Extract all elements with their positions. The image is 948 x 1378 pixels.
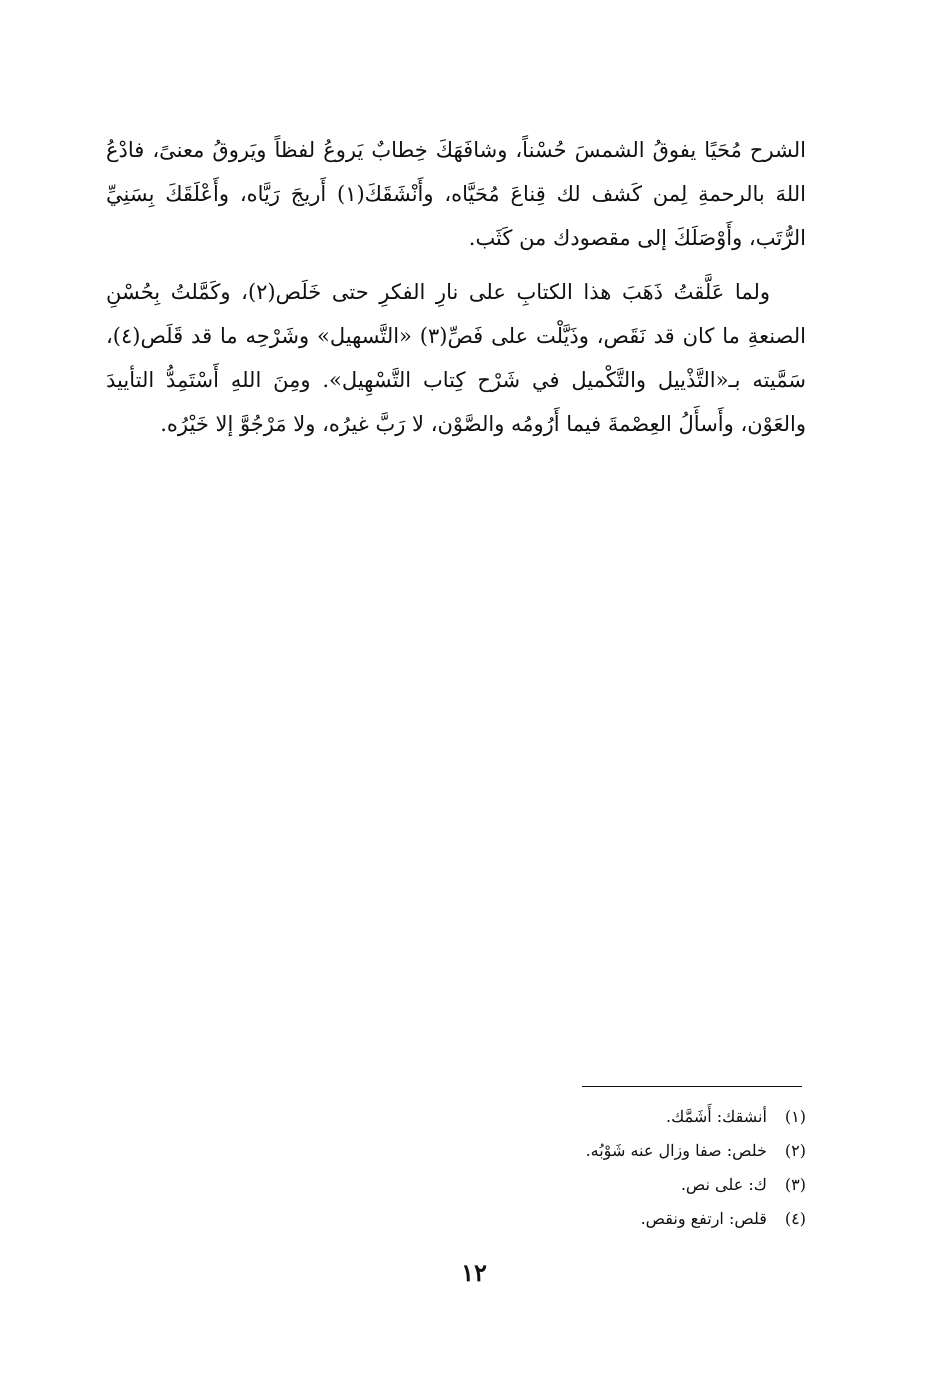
footnotes-list	[386, 1100, 806, 1236]
footnote-text: أنشقك: أَشَمَّك.	[666, 1107, 767, 1126]
footnote-text: قلص: ارتفع ونقص.	[640, 1209, 767, 1228]
footnote-separator	[582, 1086, 802, 1087]
footnote-text: ك: على نص.	[680, 1175, 767, 1194]
footnote-3	[386, 1168, 806, 1202]
paragraph-2: ولما عَلَّقتُ ذَهَبَ هذا الكتابِ على نارِ الفكرِ حتى خَلَص(٢)، وكَمَّلتُ بِحُسْنِ الصنعةِ ما كان قد نَقَص، وذَيَّلْت على فَصِّ(٣) «التَّسهيل» وشَرْحِه ما قد قَلَص(٤)، سَمَّيته بـ«التَّذْييل والتَّكْميل في شَرْح كِتاب التَّسْهِيل». ومِنَ اللهِ أَسْتَمِدُّ التأييدَ والعَوْن، وأَسأَلُ العِصْمةَ فيما أَرُومُه والصَّوْن، لا رَبَّ غيرُه، ولا مَرْجُوَّ إلا خَيْرُه.	[106, 280, 806, 436]
footnote-number: (٣)	[784, 1175, 806, 1194]
footnote-number: (١)	[784, 1107, 806, 1126]
footnote-text: خلص: صفا وزال عنه شَوْبُه.	[585, 1141, 767, 1160]
footnote-number: (٢)	[784, 1141, 806, 1160]
footnote-4	[386, 1202, 806, 1236]
main-text-block	[106, 128, 806, 456]
footnote-2	[386, 1134, 806, 1168]
page-number: ١٢	[461, 1258, 487, 1287]
paragraph-1: الشرح مُحَيًا يفوقُ الشمسَ حُسْناً، وشافَهَكَ خِطابٌ يَروعُ لفظاً ويَروقُ معنىً، فادْعُ اللهَ بالرحمةِ لِمن كَشف لك قِناعَ مُحَيَّاه، وأَنْشَقَكَ(١) أَريجَ رَيَّاه، وأَعْلَقَكَ بِسَنِيِّ الرُّتَب، وأَوْصَلَكَ إلى مقصودك من كَثَب.	[106, 138, 806, 250]
footnote-1	[386, 1100, 806, 1134]
footnote-number: (٤)	[784, 1209, 806, 1228]
